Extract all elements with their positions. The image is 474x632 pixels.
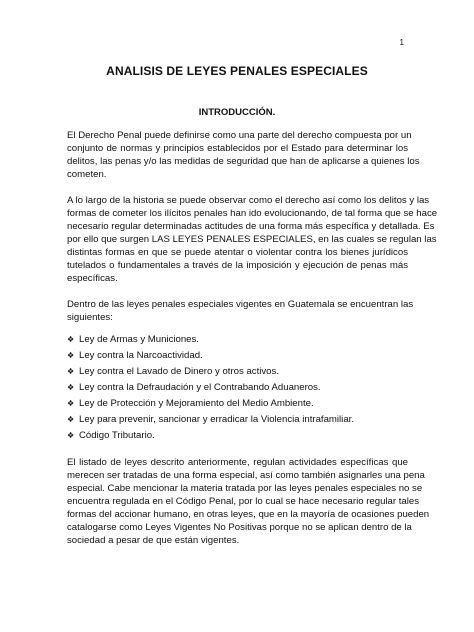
- paragraph-line: sociedad a pesar de que están vigentes.: [67, 535, 240, 546]
- page-number: 1: [399, 38, 404, 47]
- paragraph-line: conjunto de normas y principios establecidos por el Estado para determinar los: [67, 143, 408, 154]
- diamond-bullet-icon: ❖: [67, 350, 75, 360]
- list-item: ❖ Ley contra la Narcoactividad.: [67, 349, 203, 361]
- document-title: ANALISIS DE LEYES PENALES ESPECIALES: [106, 64, 368, 78]
- paragraph-2: [67, 194, 438, 285]
- paragraph-line: El listado de leyes descrito anteriormente, regulan actividades específicas que: [67, 457, 408, 468]
- paragraph-line: siguientes:: [67, 312, 113, 323]
- paragraph-line: delitos, las penas y/o las medidas de seguridad que han de aplicarse a quienes los: [67, 156, 420, 167]
- paragraph-4: [67, 456, 430, 547]
- paragraph-line: tutelados o fundamentales a través de la imposición y ejecución de penas más: [67, 260, 408, 271]
- paragraph-line: formas de cometer los ilícitos penales han ido evolucionando, de tal forma que se hace: [67, 208, 438, 219]
- laws-list: [67, 331, 408, 443]
- paragraph-line: por ello que surgen LAS LEYES PENALES ESPECIALES, en las cuales se regulan las: [67, 234, 437, 245]
- diamond-bullet-icon: ❖: [67, 382, 75, 392]
- diamond-bullet-icon: ❖: [67, 398, 75, 408]
- paragraph-line: necesario regular determinadas actitudes de una forma más específica y detallada. Es: [67, 221, 435, 232]
- paragraph-3: [67, 298, 414, 324]
- paragraph-line: especial. Cabe mencionar la materia tratada por las leyes penales especiales no se: [67, 483, 423, 494]
- paragraph-line: catalogarse como Leyes Vigentes No Positivas porque no se aplican dentro de la: [67, 522, 412, 533]
- paragraph-line: encuentra regulada en el Código Penal, por lo cual se hace necesario regular tales: [67, 496, 419, 507]
- diamond-bullet-icon: ❖: [67, 430, 75, 440]
- section-heading: INTRODUCCIÓN.: [198, 107, 276, 118]
- list-item: ❖ Código Tributario.: [67, 429, 155, 441]
- list-item: ❖ Ley de Protección y Mejoramiento del Medio Ambiente.: [67, 397, 314, 409]
- paragraph-line: El Derecho Penal puede definirse como una parte del derecho compuesta por un: [67, 130, 412, 141]
- paragraph-line: específicas.: [67, 273, 118, 284]
- paragraph-line: A lo largo de la historia se puede observar como el derecho así como los delitos y las: [67, 195, 430, 206]
- paragraph-line: distintas formas en que se puede atentar o violentar contra los bienes jurídicos: [67, 247, 408, 258]
- paragraph-line: Dentro de las leyes penales especiales vigentes en Guatemala se encuentran las: [67, 299, 414, 310]
- list-item: ❖ Ley contra el Lavado de Dinero y otros activos.: [67, 365, 279, 377]
- diamond-bullet-icon: ❖: [67, 334, 75, 344]
- list-item: ❖ Ley para prevenir, sancionar y erradicar la Violencia intrafamiliar.: [67, 413, 354, 425]
- list-item: ❖ Ley contra la Defraudación y el Contrabando Aduaneros.: [67, 381, 321, 393]
- paragraph-line: merecen ser tratadas de una forma especial, así como también asignarles una pena: [67, 470, 425, 481]
- paragraph-1: [67, 129, 420, 181]
- document-body: [67, 129, 438, 547]
- diamond-bullet-icon: ❖: [67, 414, 75, 424]
- diamond-bullet-icon: ❖: [67, 366, 75, 376]
- paragraph-line: formas del accionar humano, en otras leyes, que en la mayoría de ocasiones pueden: [67, 509, 430, 520]
- list-item: ❖ Ley de Armas y Municiones.: [67, 333, 199, 345]
- paragraph-line: cometen.: [67, 169, 107, 180]
